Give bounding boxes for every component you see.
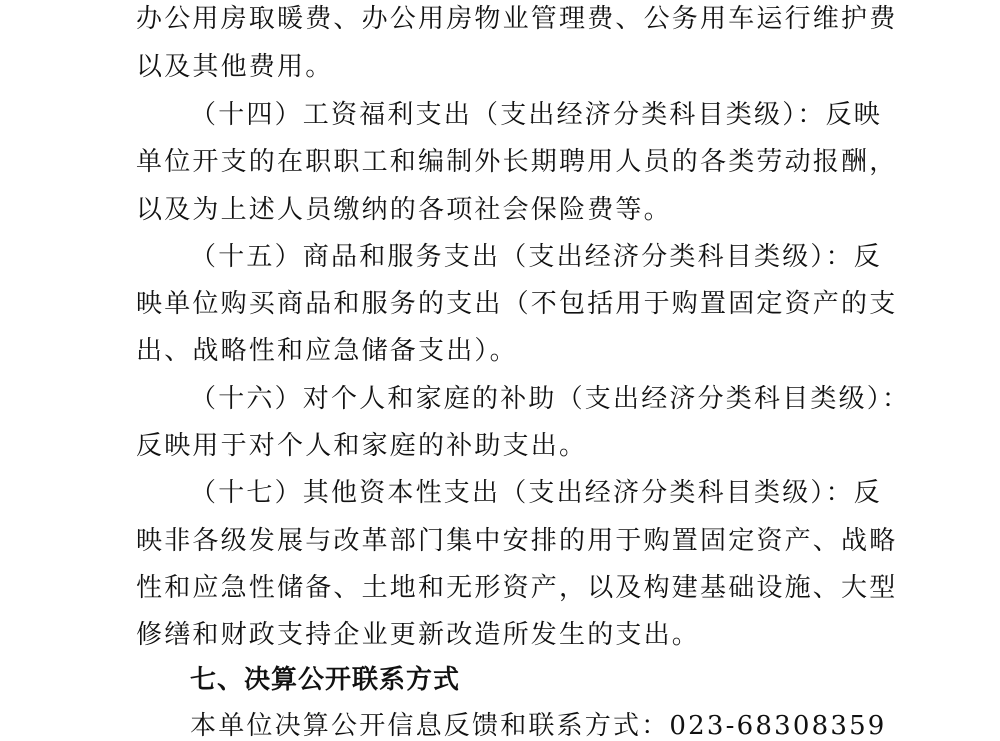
contact-line: 本单位决算公开信息反馈和联系方式：023-68308359 xyxy=(190,711,887,741)
paragraph-line: （十六）对个人和家庭的补助（支出经济分类科目类级）： xyxy=(190,384,911,414)
paragraph-line: 以及其他费用。 xyxy=(136,52,334,82)
section-heading: 七、决算公开联系方式 xyxy=(190,665,461,695)
paragraph-line: 单位开支的在职职工和编制外长期聘用人员的各类劳动报酬， xyxy=(136,147,898,177)
paragraph-line: 性和应急性储备、土地和无形资产，以及构建基础设施、大型 xyxy=(136,573,898,603)
paragraph-line: 以及为上述人员缴纳的各项社会保险费等。 xyxy=(136,195,672,225)
paragraph-line: （十五）商品和服务支出（支出经济分类科目类级）：反 xyxy=(190,242,883,272)
paragraph-line: 出、战略性和应急储备支出）。 xyxy=(136,336,518,366)
paragraph-line: 映非各级发展与改革部门集中安排的用于购置固定资产、战略 xyxy=(136,526,898,556)
paragraph-line: 办公用房取暖费、办公用房物业管理费、公务用车运行维护费 xyxy=(136,4,898,34)
paragraph-line: 修缮和财政支持企业更新改造所发生的支出。 xyxy=(136,620,701,650)
paragraph-line: 映单位购买商品和服务的支出（不包括用于购置固定资产的支 xyxy=(136,289,898,319)
paragraph-line: 反映用于对个人和家庭的补助支出。 xyxy=(136,431,588,461)
paragraph-line: （十七）其他资本性支出（支出经济分类科目类级）：反 xyxy=(190,478,883,508)
paragraph-line: （十四）工资福利支出（支出经济分类科目类级）：反映 xyxy=(190,100,883,130)
